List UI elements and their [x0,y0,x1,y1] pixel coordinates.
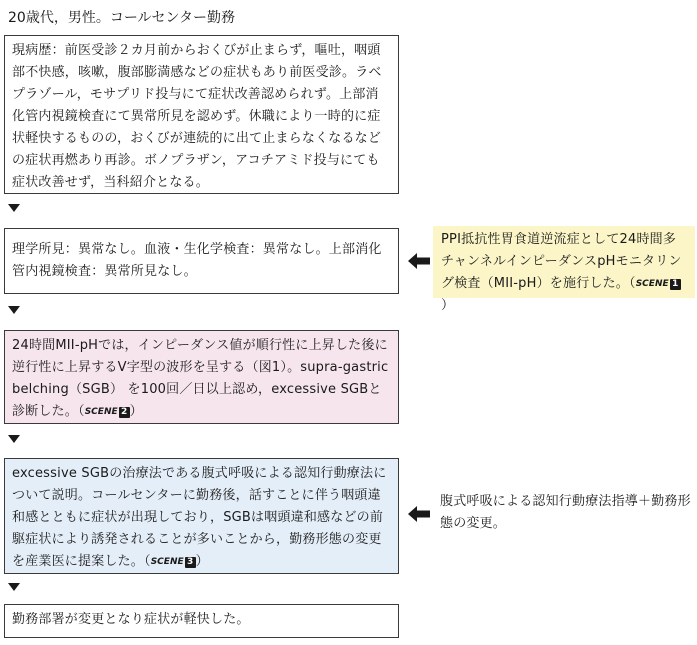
outcome-text: 勤務部署が変更となり症状が軽快した。 [12,612,250,627]
outcome-box [4,604,399,638]
treatment-text [12,463,391,573]
mii-ph-text [12,335,391,423]
scene-number: 2 [119,407,130,418]
therapy-note: 腹式呼吸による認知行動療法指導＋勤務形態の変更。 [440,494,691,531]
exam-box [4,228,399,294]
scene-label: SCENE [84,407,118,417]
scene-label: SCENE [635,279,669,289]
history-box [4,35,399,194]
down-arrow-icon [8,306,20,314]
paren-close: ） [195,554,209,569]
treatment-body: excessive SGBの治療法である腹式呼吸による認知行動療法について説明。コールセンターに勤務後，話すことに伴う咽頭違和感とともに症状が出現しており，SGBは咽頭違和感などの前駆症状により誘発されることが多いことから，勤務形態の変更を産業医に提案した。（ [12,466,387,569]
history-text: 現病歴：前医受診２カ月前からおくびが止まらず，嘔吐，咽頭部不快感，咳嗽，腹部膨満感などの症状もあり前医受診。ラベプラゾール，モサプリド投与にて症状改善認められず。上部消化管内視鏡検査にて異常所見を認めず。休職により一時的に症状軽快するものの，おくびが連続的に出て止まらなくなるなどの症状再燃あり再診。ボノプラザン，アコチアミド投与にても症状改善せず，当科紹介となる。 [12,43,382,190]
treatment-box [4,458,399,574]
scene-badge [85,401,130,423]
mii-ph-body: 24時間MII-pHでは，インピーダンス値が順行性に上昇した後に逆行性に上昇するV字型の波形を呈する（図1）。supra-gastric belching（SGB） を100回／日以上認め，excessive SGBと診断した。（ [12,338,389,419]
down-arrow-icon [8,583,20,591]
case-title: 20歳代，男性。コールセンター勤務 [8,10,235,26]
ppi-test-text: PPI抵抗性胃食道逆流症として24時間多チャンネルインピーダンスpHモニタリング検査（MII-pH）を施行した。（ [441,232,682,291]
exam-text: 理学所見：異常なし。血液・生化学検査：異常なし。上部消化管内視鏡検査：異常所見なし。 [12,242,382,279]
mii-ph-box [4,330,399,424]
paren-close: ） [129,404,143,419]
scene-badge [636,273,681,295]
left-arrow-icon [408,506,430,522]
left-arrow-icon [408,253,430,269]
down-arrow-icon [8,435,20,443]
scene-label: SCENE [150,557,184,567]
paren-close: ） [441,298,455,313]
ppi-test-box [433,226,695,313]
scene-number: 1 [670,279,681,290]
scene-number: 3 [185,557,196,568]
scene-badge [151,551,196,573]
down-arrow-icon [8,204,20,212]
